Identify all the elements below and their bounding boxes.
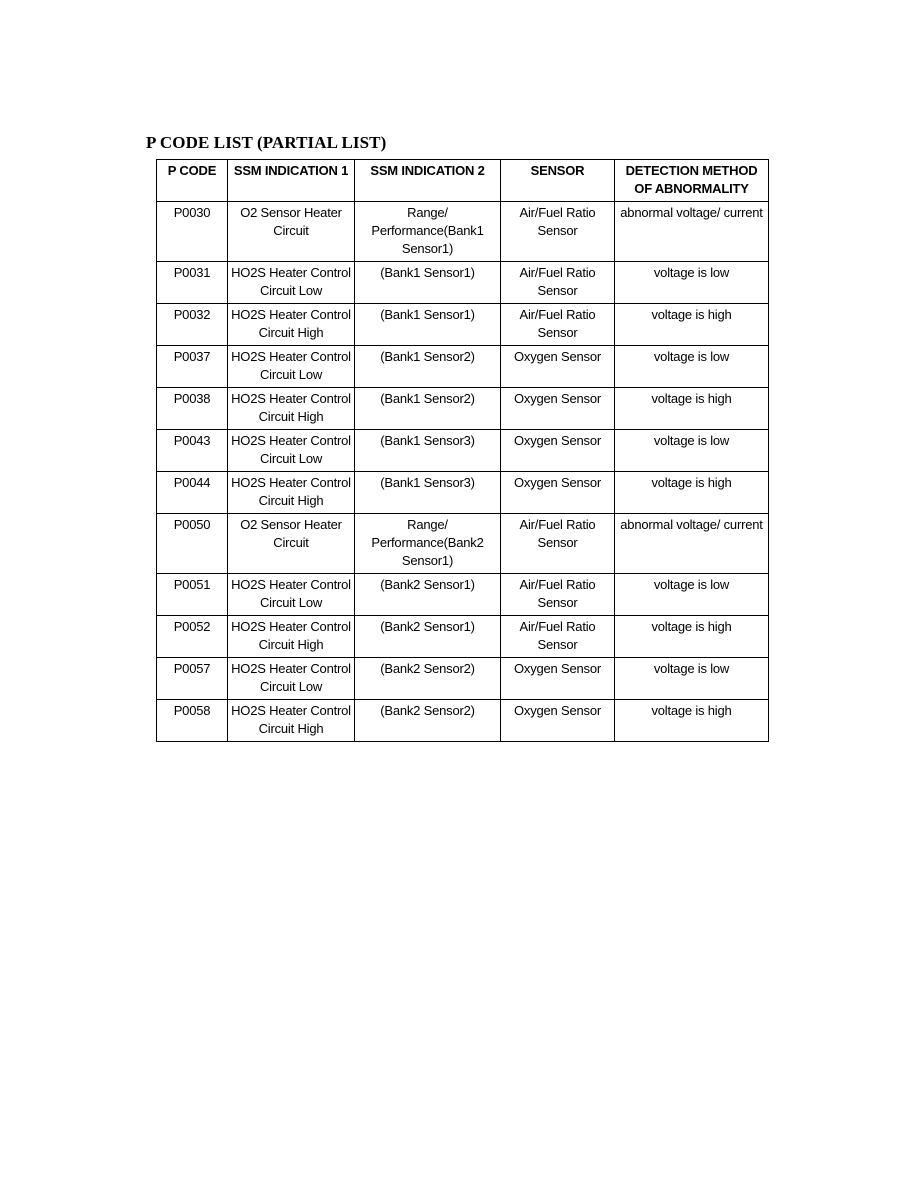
table-row — [157, 202, 769, 262]
header-ssm-indication-1: SSM INDICATION 1 — [228, 160, 355, 202]
cell-ssm-indication-1: O2 Sensor Heater Circuit — [228, 202, 355, 262]
cell-detection-method: abnormal voltage/ current — [615, 514, 769, 574]
cell-ssm-indication-1: HO2S Heater Control Circuit High — [228, 616, 355, 658]
header-ssm-indication-2: SSM INDICATION 2 — [355, 160, 501, 202]
cell-p-code: P0043 — [157, 430, 228, 472]
cell-ssm-indication-1: HO2S Heater Control Circuit Low — [228, 658, 355, 700]
table-row — [157, 346, 769, 388]
cell-p-code: P0044 — [157, 472, 228, 514]
cell-sensor: Oxygen Sensor — [501, 472, 615, 514]
cell-sensor: Air/Fuel Ratio Sensor — [501, 616, 615, 658]
cell-p-code: P0032 — [157, 304, 228, 346]
cell-sensor: Oxygen Sensor — [501, 346, 615, 388]
cell-detection-method: voltage is high — [615, 388, 769, 430]
table-row — [157, 304, 769, 346]
cell-ssm-indication-2: (Bank2 Sensor1) — [355, 574, 501, 616]
cell-ssm-indication-2: (Bank1 Sensor2) — [355, 388, 501, 430]
cell-detection-method: voltage is high — [615, 616, 769, 658]
cell-p-code: P0051 — [157, 574, 228, 616]
cell-detection-method: voltage is low — [615, 658, 769, 700]
cell-p-code: P0037 — [157, 346, 228, 388]
cell-sensor: Oxygen Sensor — [501, 700, 615, 742]
cell-detection-method: abnormal voltage/ current — [615, 202, 769, 262]
cell-ssm-indication-2: Range/ Performance(Bank1 Sensor1) — [355, 202, 501, 262]
page-title: P CODE LIST (PARTIAL LIST) — [146, 133, 387, 152]
cell-ssm-indication-2: (Bank1 Sensor1) — [355, 262, 501, 304]
cell-sensor: Oxygen Sensor — [501, 430, 615, 472]
table-row — [157, 574, 769, 616]
cell-ssm-indication-1: HO2S Heater Control Circuit Low — [228, 346, 355, 388]
cell-ssm-indication-2: (Bank2 Sensor2) — [355, 700, 501, 742]
cell-ssm-indication-2: (Bank1 Sensor2) — [355, 346, 501, 388]
table-row — [157, 430, 769, 472]
cell-ssm-indication-2: (Bank1 Sensor1) — [355, 304, 501, 346]
cell-detection-method: voltage is high — [615, 700, 769, 742]
table-row — [157, 616, 769, 658]
cell-ssm-indication-2: (Bank2 Sensor2) — [355, 658, 501, 700]
table-header-row — [157, 160, 769, 202]
cell-p-code: P0057 — [157, 658, 228, 700]
cell-p-code: P0052 — [157, 616, 228, 658]
table-row — [157, 472, 769, 514]
cell-sensor: Air/Fuel Ratio Sensor — [501, 262, 615, 304]
cell-p-code: P0031 — [157, 262, 228, 304]
cell-ssm-indication-2: (Bank2 Sensor1) — [355, 616, 501, 658]
cell-detection-method: voltage is low — [615, 574, 769, 616]
cell-ssm-indication-1: HO2S Heater Control Circuit High — [228, 700, 355, 742]
cell-sensor: Air/Fuel Ratio Sensor — [501, 514, 615, 574]
table-row — [157, 262, 769, 304]
cell-ssm-indication-1: HO2S Heater Control Circuit Low — [228, 574, 355, 616]
header-detection-method: DETECTION METHOD OF ABNORMALITY — [615, 160, 769, 202]
cell-detection-method: voltage is high — [615, 304, 769, 346]
table-row — [157, 514, 769, 574]
table-row — [157, 388, 769, 430]
cell-ssm-indication-1: HO2S Heater Control Circuit High — [228, 388, 355, 430]
cell-detection-method: voltage is low — [615, 262, 769, 304]
cell-ssm-indication-1: HO2S Heater Control Circuit Low — [228, 262, 355, 304]
cell-sensor: Air/Fuel Ratio Sensor — [501, 304, 615, 346]
cell-ssm-indication-2: Range/ Performance(Bank2 Sensor1) — [355, 514, 501, 574]
cell-p-code: P0030 — [157, 202, 228, 262]
cell-p-code: P0058 — [157, 700, 228, 742]
cell-detection-method: voltage is low — [615, 346, 769, 388]
cell-p-code: P0038 — [157, 388, 228, 430]
header-p-code: P CODE — [157, 160, 228, 202]
cell-ssm-indication-1: HO2S Heater Control Circuit Low — [228, 430, 355, 472]
cell-sensor: Oxygen Sensor — [501, 658, 615, 700]
cell-detection-method: voltage is high — [615, 472, 769, 514]
cell-sensor: Air/Fuel Ratio Sensor — [501, 574, 615, 616]
cell-detection-method: voltage is low — [615, 430, 769, 472]
cell-ssm-indication-1: O2 Sensor Heater Circuit — [228, 514, 355, 574]
cell-ssm-indication-2: (Bank1 Sensor3) — [355, 430, 501, 472]
cell-ssm-indication-1: HO2S Heater Control Circuit High — [228, 304, 355, 346]
cell-sensor: Air/Fuel Ratio Sensor — [501, 202, 615, 262]
cell-ssm-indication-1: HO2S Heater Control Circuit High — [228, 472, 355, 514]
table-row — [157, 658, 769, 700]
table-row — [157, 700, 769, 742]
header-sensor: SENSOR — [501, 160, 615, 202]
cell-p-code: P0050 — [157, 514, 228, 574]
p-code-table — [156, 159, 769, 742]
cell-sensor: Oxygen Sensor — [501, 388, 615, 430]
cell-ssm-indication-2: (Bank1 Sensor3) — [355, 472, 501, 514]
